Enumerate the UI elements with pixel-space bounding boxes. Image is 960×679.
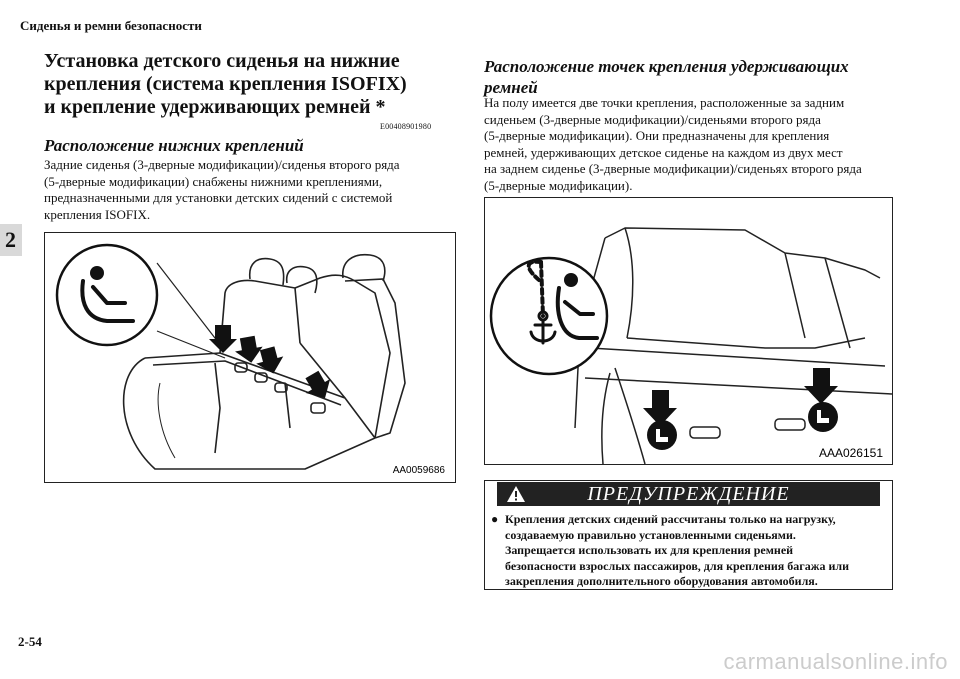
text-line: Задние сиденья (3-дверные модификации)/сиденья второго ряда: [44, 157, 400, 172]
warning-text: [491, 512, 883, 590]
running-header: Сиденья и ремни безопасности: [20, 18, 202, 33]
subhead-line: ремней: [484, 78, 538, 97]
warning-icon: [506, 485, 526, 503]
warning-line: закрепления дополнительного оборудования автомобиля.: [505, 574, 818, 588]
text-line: предназначенными для установки детских сидений с системой: [44, 190, 393, 205]
cargo-area-illustration: [485, 198, 892, 464]
tether-anchors-text: [484, 95, 904, 194]
text-line: ремней, удерживающих детское сиденье на каждом из двух мест: [484, 144, 843, 160]
figure-code: AAA026151: [818, 446, 883, 460]
section-title-line: Установка детского сиденья на нижние: [44, 50, 400, 72]
warning-line: безопасности взрослых пассажиров, для крепления багажа или: [505, 558, 850, 573]
warning-line: Запрещается использовать их для крепления ремней: [505, 543, 794, 557]
text-line: на заднем сиденье (3-дверные модификации)/сиденьях второго ряда: [484, 161, 862, 176]
lower-anchors-text: [44, 157, 464, 223]
text-line: (5-дверные модификации). Они предназначены для крепления: [484, 128, 830, 143]
bullet: ●: [491, 512, 499, 526]
warning-line: Крепления детских сидений рассчитаны только на нагрузку,: [505, 512, 836, 526]
text-line: сиденьем (3-дверные модификации)/сиденьями второго ряда: [484, 111, 821, 127]
isofix-seat-figure: [44, 232, 456, 483]
section-title-line: крепления (система крепления ISOFIX): [44, 73, 407, 95]
isofix-icon: [57, 245, 157, 345]
figure-code: AA0059686: [392, 465, 445, 476]
rear-seat-illustration: [45, 233, 455, 482]
page-number: 2-54: [18, 634, 42, 649]
section-title-line: и крепление удерживающих ремней *: [44, 96, 386, 118]
text-line: На полу имеется две точки крепления, расположенные за задним: [484, 95, 845, 110]
section-code: E00408901980: [380, 122, 432, 131]
chapter-number: 2: [5, 227, 16, 252]
warning-line: создаваемую правильно установленными сиденьями.: [505, 527, 796, 542]
text-line: (5-дверные модификации).: [484, 177, 633, 193]
watermark: carmanualsonline.info: [723, 649, 948, 674]
text-line: крепления ISOFIX.: [44, 206, 151, 222]
section-title: [44, 50, 454, 119]
text-line: (5-дверные модификации) снабжены нижними креплениями,: [44, 173, 383, 189]
subhead-line: Расположение точек крепления удерживающих: [484, 57, 849, 76]
tether-anchor-figure: [484, 197, 893, 465]
warning-title: ПРЕДУПРЕЖДЕНИЕ: [497, 482, 880, 506]
subhead-tether-anchors: [484, 56, 904, 98]
subhead-lower-anchors: Расположение нижних креплений: [44, 136, 304, 155]
